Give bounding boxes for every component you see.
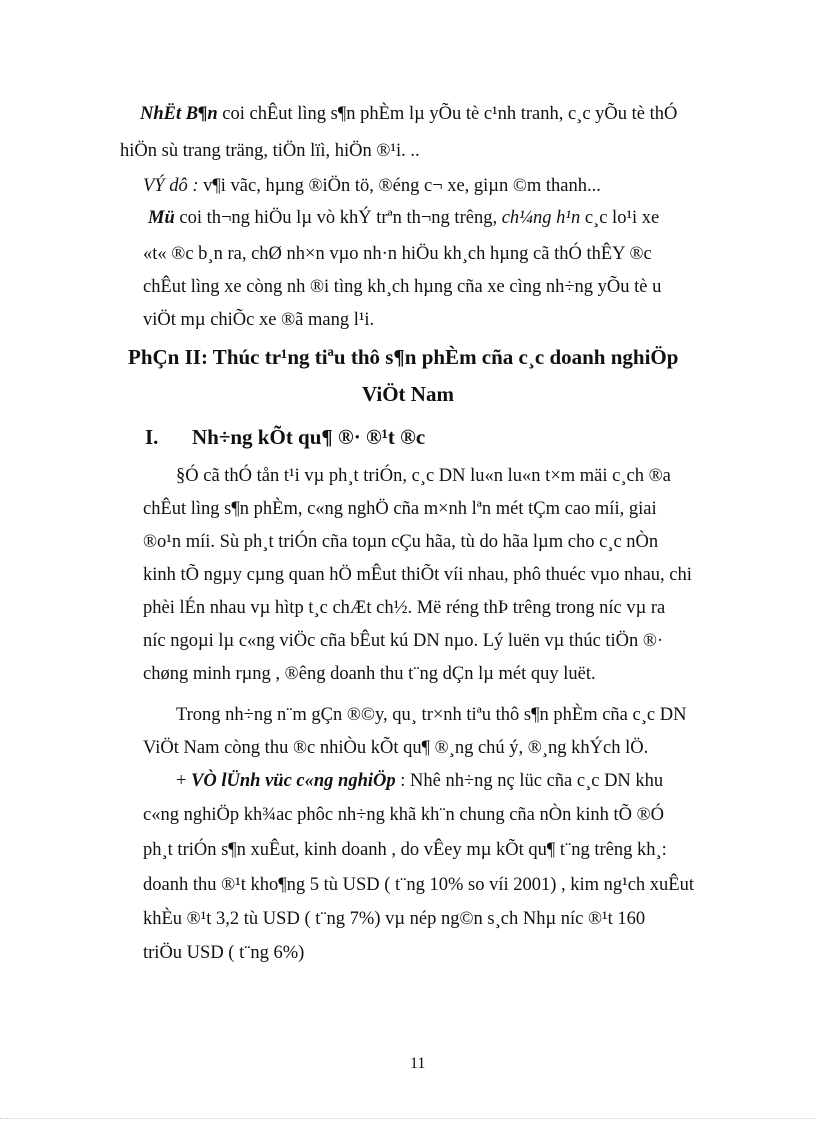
emphasis-text: NhËt B¶n (140, 104, 218, 124)
line-text: hiÖn sù trang träng, tiÖn lïì, hiÖn ®¹i. .. (120, 141, 420, 161)
body-line (143, 907, 645, 931)
heading-text: PhÇn II: Thúc tr¹ng tiªu thô s¶n phÈm cña c¸c doanh nghiÖp (128, 345, 679, 369)
line-text: triÖu USD ( t¨ng 6%) (143, 943, 305, 963)
section-heading (362, 382, 454, 406)
body-line (143, 736, 648, 760)
body-line (143, 596, 665, 620)
subsection-heading (145, 425, 158, 449)
line-text: níc ngoµi lµ c«ng viÖc cña bÊut kú DN nµo. Lý luën vµ thúc tiÖn ®· (143, 631, 664, 651)
line-text: «t« ®c b¸n ra, chØ nh×n vµo nh·n hiÖu kh¸ch hµng cã thÓ thÊY ®c (143, 244, 652, 264)
line-text: chøng minh rµng , ®êng doanh thu t¨ng dÇn lµ mét quy luët. (143, 664, 596, 684)
line-text: coi th¬ng hiÖu lµ vò khÝ trªn th¬ng trêng, (174, 208, 502, 228)
line-text: ph¸t triÓn s¶n xuÊut, kinh doanh , do vÊey mµ kÕt qu¶ t¨ng trêng kh¸: (143, 840, 667, 860)
emphasis-text: ch¼ng h¹n (501, 208, 581, 228)
line-text: ®o¹n míi. Sù ph¸t triÓn cña toµn cÇu hãa, tù do hãa lµm cho c¸c nÒn (143, 532, 659, 552)
body-line (143, 662, 596, 686)
line-text: chÊut lìng s¶n phÈm, c«ng nghÖ cña m×nh lªn mét tÇm cao míi, giai (143, 499, 657, 519)
page-number (410, 1052, 425, 1076)
page-number-text: 11 (410, 1055, 426, 1072)
body-line (143, 838, 667, 862)
body-line (143, 174, 601, 198)
subsection-heading (192, 425, 425, 449)
line-text: c¸c lo¹i xe (580, 208, 660, 228)
body-line (143, 803, 664, 827)
body-line (148, 206, 659, 230)
emphasis-text: VÒ lÜnh vüc c«ng nghiÖp (191, 771, 396, 791)
body-line (140, 102, 677, 126)
line-text: chÊut lìng xe còng nh ®i tìng kh¸ch hµng cña xe cìng nh÷ng yÕu tè u (143, 277, 662, 297)
section-heading (128, 345, 678, 369)
body-line (143, 563, 692, 587)
line-text: ViÖt Nam còng thu ®c nhiÒu kÕt qu¶ ®¸ng chú ý, ®¸ng khÝch lÖ. (143, 738, 649, 758)
emphasis-text: Mü (148, 208, 175, 228)
body-line (143, 530, 658, 554)
body-line (176, 464, 671, 488)
emphasis-text: VÝ dô : (143, 176, 199, 196)
line-text: doanh thu ®¹t kho¶ng 5 tù USD ( t¨ng 10% so víi 2001) , kim ng¹ch xuÊut (143, 875, 694, 895)
body-line (176, 703, 686, 727)
line-text: : Nhê nh÷ng nç lüc cña c¸c DN khu (395, 771, 664, 791)
body-line (120, 139, 420, 163)
page-edge-divider (0, 1118, 816, 1119)
body-line (176, 769, 663, 793)
line-text: kinh tÕ ngµy cµng quan hÖ mÊut thiÕt víi nhau, phô thuéc vµo nhau, chi (143, 565, 692, 585)
body-line (143, 242, 652, 266)
body-line (143, 629, 663, 653)
body-line (143, 873, 694, 897)
line-lead: + (176, 771, 192, 791)
body-line (143, 497, 657, 521)
line-text: Trong nh÷ng n¨m gÇn ®©y, qu¸ tr×nh tiªu thô s¶n phÈm cña c¸c DN (176, 705, 687, 725)
body-line (143, 275, 661, 299)
body-line (143, 308, 374, 332)
line-text: §Ó cã thÓ tån t¹i vµ ph¸t triÓn, c¸c DN lu«n lu«n t×m mäi c¸ch ®a (176, 466, 671, 486)
body-line (143, 941, 304, 965)
heading-text: ViÖt Nam (362, 382, 454, 406)
line-text: viÖt mµ chiÕc xe ®ã mang l¹i. (143, 310, 375, 330)
line-text: phèi lÉn nhau vµ hìtp t¸c chÆt ch½. Më réng thÞ trêng trong níc vµ ra (143, 598, 666, 618)
heading-text: Nh÷ng kÕt qu¶ ®· ®¹t ®c (192, 425, 426, 449)
line-text: khÈu ®¹t 3,2 tù USD ( t¨ng 7%) vµ nép ng©n s¸ch Nhµ níc ®¹t 160 (143, 909, 646, 929)
line-text: c«ng nghiÖp kh¾ac phôc nh÷ng khã kh¨n chung cña nÒn kinh tÕ ®Ó (143, 805, 665, 825)
heading-number: I. (145, 425, 159, 449)
line-text: v¶i vãc, hµng ®iÖn tö, ®éng c¬ xe, giµn ©m thanh... (198, 176, 601, 196)
line-text: coi chÊut lìng s¶n phÈm lµ yÕu tè c¹nh tranh, c¸c yÕu tè thÓ (217, 104, 678, 124)
